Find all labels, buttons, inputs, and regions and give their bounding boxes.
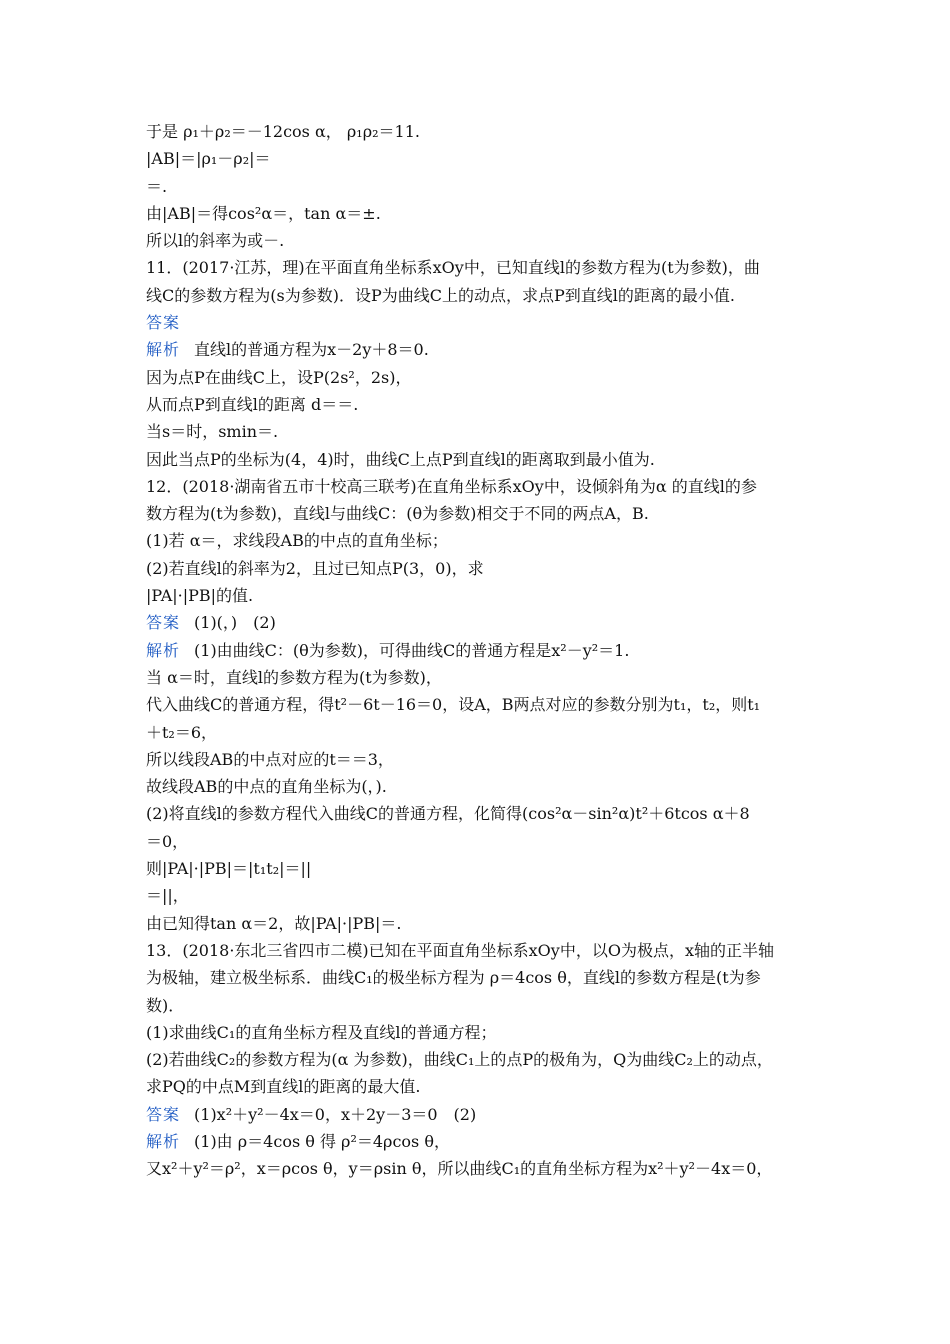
text-line (146, 800, 826, 827)
text-line (146, 364, 826, 391)
text-line (146, 145, 826, 172)
line-text: 则|PA|·|PB|＝|t₁t₂|＝|| (146, 859, 312, 879)
line-text: 代入曲线C的普通方程，得t²－6t－16＝0，设A，B两点对应的参数分别为t₁，t₂，则t₁ (146, 695, 761, 715)
text-line (146, 200, 826, 227)
answer-label: 答案 (146, 313, 181, 333)
line-text: |PA|·|PB|的值. (146, 586, 254, 606)
text-line (146, 582, 826, 609)
line-text: 13．(2018·东北三省四市二模)已知在平面直角坐标系xOy中，以O为极点，x轴的正半轴 (146, 940, 774, 960)
text-line (146, 500, 826, 527)
line-text: 数)． (146, 995, 185, 1015)
analysis-label: 解析 (146, 1131, 181, 1151)
line-text: 当 α＝时，直线l的参数方程为(t为参数)， (146, 667, 442, 687)
text-line (146, 527, 826, 554)
line-text: 为极轴，建立极坐标系．曲线C₁的极坐标方程为 ρ＝4cos θ，直线l的参数方程是(t为参 (146, 968, 761, 988)
text-line (146, 1019, 826, 1046)
answer-label: 答案 (146, 613, 181, 633)
answer-line (146, 1101, 826, 1128)
text-line (146, 1073, 826, 1100)
text-line (146, 937, 826, 964)
text-line (146, 418, 826, 445)
line-text: (1)(，) (2) (194, 613, 276, 633)
answer-label: 答案 (146, 1104, 181, 1124)
analysis-line (146, 336, 826, 363)
text-line (146, 746, 826, 773)
document-page (146, 118, 826, 1183)
text-line (146, 254, 826, 281)
line-text: 因为点P在曲线C上，设P(2s²，2s)， (146, 367, 412, 387)
line-text: 从而点P到直线l的距离 d＝＝. (146, 394, 359, 414)
text-line (146, 173, 826, 200)
text-line (146, 118, 826, 145)
text-line (146, 1155, 826, 1182)
line-text: 线C的参数方程为(s为参数)．设P为曲线C上的动点，求点P到直线l的距离的最小值. (146, 285, 735, 305)
text-line (146, 391, 826, 418)
analysis-label: 解析 (146, 640, 181, 660)
text-line (146, 282, 826, 309)
analysis-label: 解析 (146, 340, 181, 360)
line-text: 直线l的普通方程为x－2y＋8＝0. (194, 340, 429, 360)
line-text: (1)若 α＝，求线段AB的中点的直角坐标； (146, 531, 448, 551)
text-line (146, 691, 826, 718)
text-line (146, 227, 826, 254)
line-text: |AB|＝|ρ₁－ρ₂|＝ (146, 149, 271, 169)
line-text: 当s＝时，smin＝. (146, 422, 279, 442)
line-text: (1)求曲线C₁的直角坐标方程及直线l的普通方程； (146, 1022, 497, 1042)
text-line (146, 473, 826, 500)
analysis-line (146, 637, 826, 664)
line-text: 于是 ρ₁＋ρ₂＝－12cos α， ρ₁ρ₂＝11. (146, 122, 420, 141)
line-text: 数方程为(t为参数)，直线l与曲线C：(θ为参数)相交于不同的两点A，B. (146, 504, 649, 524)
line-text: ＝. (146, 176, 168, 196)
text-line (146, 828, 826, 855)
line-text: ＝||， (146, 886, 189, 906)
line-text: (1)由曲线C：(θ为参数)，可得曲线C的普通方程是x²－y²＝1. (194, 640, 630, 660)
text-line (146, 992, 826, 1019)
text-line (146, 855, 826, 882)
text-line (146, 446, 826, 473)
line-text: (2)若直线l的斜率为2，且过已知点P(3，0)，求 (146, 558, 484, 578)
text-line (146, 1046, 826, 1073)
answer-line (146, 609, 826, 636)
line-text: 因此当点P的坐标为(4，4)时，曲线C上点P到直线l的距离取到最小值为. (146, 449, 655, 469)
line-text: 又x²＋y²＝ρ²，x＝ρcos θ，y＝ρsin θ，所以曲线C₁的直角坐标方程为x²＋y²－4x＝0， (146, 1159, 773, 1179)
line-text: ＋t₂＝6， (146, 722, 218, 742)
line-text: 求PQ的中点M到直线l的距离的最大值. (146, 1077, 421, 1097)
line-text: 11．(2017·江苏，理)在平面直角坐标系xOy中，已知直线l的参数方程为(t为参数)，曲 (146, 258, 760, 278)
text-line (146, 882, 826, 909)
text-line (146, 773, 826, 800)
analysis-line (146, 1128, 826, 1155)
text-line (146, 719, 826, 746)
text-line (146, 964, 826, 991)
line-text: (1)由 ρ＝4cos θ 得 ρ²＝4ρcos θ， (194, 1131, 450, 1151)
line-text: (2)若曲线C₂的参数方程为(α 为参数)，曲线C₁上的点P的极角为，Q为曲线C₂上的动点， (146, 1050, 773, 1070)
line-text: 由|AB|＝得cos²α＝，tan α＝±. (146, 203, 381, 223)
line-text: 12．(2018·湖南省五市十校高三联考)在直角坐标系xOy中，设倾斜角为α 的直线l的参 (146, 476, 757, 496)
line-text: 由已知得tan α＝2，故|PA|·|PB|＝. (146, 913, 402, 933)
line-text: 故线段AB的中点的直角坐标为(，). (146, 777, 387, 797)
text-line (146, 664, 826, 691)
text-line (146, 910, 826, 937)
answer-line (146, 309, 826, 336)
line-text: (1)x²＋y²－4x＝0，x＋2y－3＝0 (2) (194, 1104, 477, 1124)
line-text: ＝0， (146, 831, 189, 851)
line-text: (2)将直线l的参数方程代入曲线C的普通方程，化简得(cos²α－sin²α)t²＋6tcos α＋8 (146, 804, 750, 824)
line-text: 所以l的斜率为或－. (146, 231, 285, 251)
text-line (146, 555, 826, 582)
line-text: 所以线段AB的中点对应的t＝＝3， (146, 749, 394, 769)
